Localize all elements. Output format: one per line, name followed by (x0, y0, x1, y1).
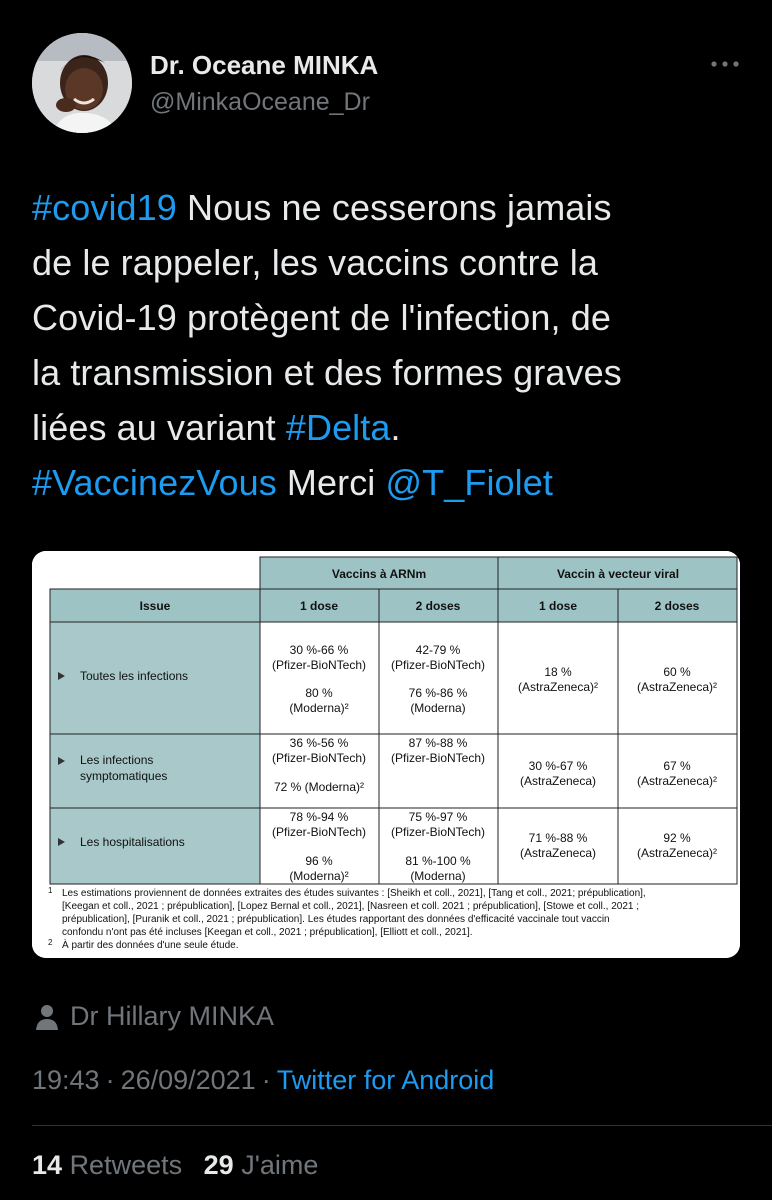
table-cell: 30 %-66 % (289, 643, 349, 657)
tweet-stats (32, 1150, 318, 1181)
table-cell: 18 % (544, 665, 572, 679)
table-cell: (Pfizer-BioNTech) (271, 825, 367, 839)
tweet-text-line4: la transmission et des formes graves (32, 352, 622, 393)
header-mrna: Vaccins à ARNm (331, 567, 427, 581)
tweet-time[interactable]: 19:43 (32, 1065, 100, 1095)
hashtag-delta[interactable]: #Delta (285, 407, 391, 448)
row-label: Les hospitalisations (80, 835, 185, 849)
tweet-text-period: . (390, 407, 401, 448)
image-attribution[interactable] (34, 1001, 274, 1032)
table-cell: 80 % (305, 686, 333, 700)
footnote-line: [Keegan et coll., 2021 ; prépublication], [Lopez Bernal et coll., 2021], [Nasreen et coll. 2021 ; prépublication], [Stowe et coll., 2021 ; (62, 901, 640, 912)
avatar-photo (32, 33, 132, 133)
table-cell: 60 % (663, 665, 691, 679)
tweet-source[interactable]: Twitter for Android (276, 1065, 495, 1095)
more-options-icon[interactable] (708, 52, 742, 76)
table-cell: (AstraZeneca)² (636, 680, 718, 694)
table-cell: (Moderna)² (289, 869, 349, 883)
header-viral-1dose: 1 dose (538, 599, 578, 613)
footnote-line: confondu n'ont pas été incluses [Keegan et coll., 2021 ; prépublication], [Elliott et coll., 2021]. (62, 927, 473, 938)
table-cell: (AstraZeneca) (519, 774, 597, 788)
footnote-marker: 2 (48, 938, 53, 947)
avatar[interactable] (32, 33, 132, 133)
vaccine-efficacy-table (32, 551, 740, 958)
footnote-marker: 1 (48, 886, 53, 895)
table-cell: 42-79 % (415, 643, 461, 657)
table-cell: 71 %-88 % (528, 831, 588, 845)
row-label-cont: symptomatiques (80, 769, 168, 783)
header-mrna-2doses: 2 doses (415, 599, 461, 613)
tweet-image[interactable] (32, 551, 740, 958)
footnote-line: Les estimations proviennent de données extraites des études suivantes : [Sheikh et coll., 2021], [Tang et coll., 2021; prépublication], (62, 888, 646, 899)
table-cell: (AstraZeneca)² (636, 774, 718, 788)
meta-separator: · (105, 1065, 115, 1095)
author-handle[interactable]: @MinkaOceane_Dr (150, 88, 370, 116)
header-viral-2doses: 2 doses (654, 599, 700, 613)
author-name[interactable]: Dr. Oceane MINKA (150, 50, 379, 80)
table-cell: (AstraZeneca)² (636, 846, 718, 860)
table-cell: (AstraZeneca)² (517, 680, 599, 694)
header-viral-vector: Vaccin à vecteur viral (556, 567, 680, 581)
row-label: Toutes les infections (80, 669, 189, 683)
divider (32, 1125, 772, 1126)
table-cell: (Moderna) (410, 701, 466, 715)
table-cell: 96 % (305, 854, 333, 868)
row-label: Les infections (80, 753, 154, 767)
table-cell: 76 %-86 % (408, 686, 468, 700)
table-cell: (Moderna) (410, 869, 466, 883)
likes-stat[interactable] (204, 1150, 319, 1180)
meta-separator: · (261, 1065, 271, 1095)
retweets-label: Retweets (69, 1150, 183, 1180)
hashtag-covid19[interactable]: #covid19 (32, 187, 177, 228)
tweet-text-line2: de le rappeler, les vaccins contre la (32, 242, 599, 283)
table-cell: (Moderna)² (289, 701, 349, 715)
table-cell: 36 %-56 % (289, 736, 349, 750)
header-issue: Issue (139, 599, 171, 613)
likes-label: J'aime (241, 1150, 319, 1180)
tweet-text-line3: Covid-19 protègent de l'infection, de (32, 297, 611, 338)
table-cell: 75 %-97 % (408, 810, 468, 824)
tweet-meta (32, 1065, 494, 1096)
table-cell: (Pfizer-BioNTech) (390, 658, 486, 672)
table-cell: 92 % (663, 831, 691, 845)
table-cell: (Pfizer-BioNTech) (271, 658, 367, 672)
table-cell: (Pfizer-BioNTech) (390, 751, 486, 765)
retweets-stat[interactable] (32, 1150, 182, 1180)
table-cell: 78 %-94 % (289, 810, 349, 824)
table-cell: (Pfizer-BioNTech) (390, 825, 486, 839)
person-icon (34, 1003, 60, 1031)
mention-t-fiolet[interactable]: @T_Fiolet (385, 462, 553, 503)
tweet-date[interactable]: 26/09/2021 (120, 1065, 256, 1095)
footnote-line: À partir des données d'une seule étude. (62, 940, 239, 951)
tweet-text (32, 180, 747, 510)
table-cell: 81 %-100 % (405, 854, 471, 868)
tweet-text-line5: liées au variant (32, 407, 286, 448)
table-cell: 67 % (663, 759, 691, 773)
table-cell: 30 %-67 % (528, 759, 588, 773)
header-mrna-1dose: 1 dose (299, 599, 339, 613)
table-cell: 87 %-88 % (408, 736, 468, 750)
hashtag-vaccinezvous[interactable]: #VaccinezVous (32, 462, 277, 503)
table-cell: (Pfizer-BioNTech) (271, 751, 367, 765)
table-cell: 72 % (Moderna)² (273, 780, 365, 794)
retweets-count: 14 (32, 1150, 63, 1180)
attribution-name[interactable]: Dr Hillary MINKA (70, 1001, 275, 1031)
likes-count: 29 (203, 1150, 234, 1180)
tweet-text-line1: Nous ne cesserons jamais (176, 187, 612, 228)
table-cell: (AstraZeneca) (519, 846, 597, 860)
footnote-line: prépublication], [Puranik et coll., 2021 ; prépublication]. Les études rapportant des données d'efficacité vaccinale tout vaccin (62, 914, 610, 925)
tweet-text-line6: Merci (276, 462, 386, 503)
